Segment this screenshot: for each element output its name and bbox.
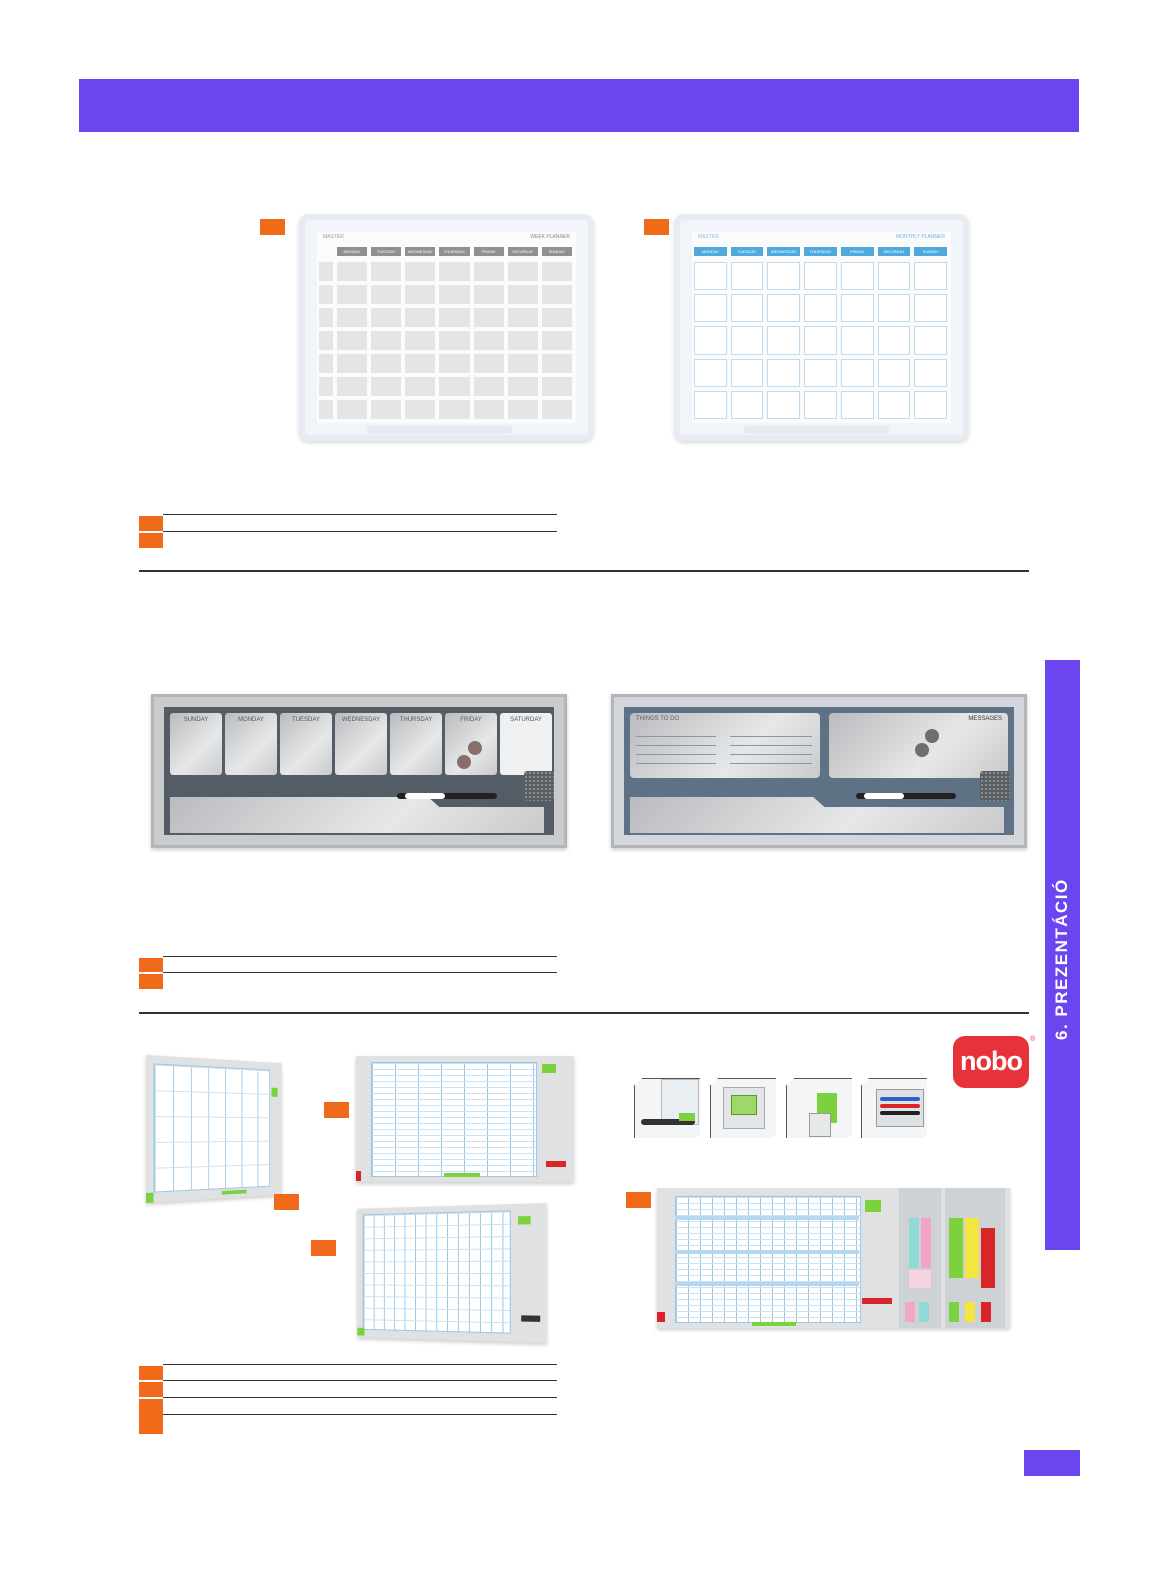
green-holder xyxy=(865,1200,881,1212)
magnetic-week-planner-image xyxy=(151,694,567,848)
nobo-monthly-planner-image xyxy=(146,1055,281,1203)
monthly-planner-header xyxy=(694,247,947,256)
planner-cell xyxy=(474,308,504,327)
magnet xyxy=(468,741,482,755)
planner-cell xyxy=(767,262,800,290)
planner-cell xyxy=(841,359,874,387)
accessory-thumb-1 xyxy=(634,1078,700,1138)
magnet xyxy=(925,729,939,743)
planner-cell xyxy=(508,377,538,396)
spec-marker xyxy=(139,1366,163,1380)
planner-cell xyxy=(731,326,764,354)
planner-cell xyxy=(731,359,764,387)
planner-day-header: SATURDAY xyxy=(508,247,538,256)
nobo-yearly-tcard-planner-image xyxy=(657,1188,1010,1328)
week-planner-stand xyxy=(367,426,512,434)
spec-line xyxy=(163,514,557,515)
magnetic-day-label: SATURDAY xyxy=(510,717,542,723)
monthly-planner-brand: MASTER xyxy=(698,234,719,240)
planner-cell xyxy=(474,262,504,281)
plan-band xyxy=(675,1282,859,1286)
spec-marker xyxy=(139,1382,163,1397)
plan-band xyxy=(675,1250,859,1254)
tcard-panel-left xyxy=(899,1188,941,1328)
planner-cell xyxy=(508,354,538,373)
plan-grid xyxy=(371,1062,537,1177)
planner-day-header: THURSDAY xyxy=(439,247,469,256)
message-bottom-strip xyxy=(630,797,1004,833)
planner-cell xyxy=(914,262,947,290)
planner-cell xyxy=(542,285,572,304)
planner-cell xyxy=(508,285,538,304)
planner-cell xyxy=(474,331,504,350)
magnetic-eraser xyxy=(524,771,554,801)
planner-cell xyxy=(878,326,911,354)
planner-cell xyxy=(804,359,837,387)
section-divider xyxy=(139,1012,1029,1014)
green-holder xyxy=(272,1088,278,1097)
magnetic-day-panel xyxy=(390,713,442,775)
planner-cell xyxy=(405,285,435,304)
planner-cell xyxy=(337,331,367,350)
week-planner-header xyxy=(337,247,572,256)
planner-cell xyxy=(914,326,947,354)
green-corner xyxy=(146,1193,154,1203)
red-markers xyxy=(546,1161,566,1167)
header-band xyxy=(79,79,1079,132)
planner-cell xyxy=(878,262,911,290)
planner-cell xyxy=(542,400,572,419)
tcard-panel-right xyxy=(945,1188,1005,1328)
spec-line xyxy=(163,1364,557,1365)
planner-cell xyxy=(508,262,538,281)
monthly-planner-title: MONTHLY PLANNER xyxy=(896,234,945,240)
magnetic-day-label: THURSDAY xyxy=(399,717,433,723)
planner-cell xyxy=(542,331,572,350)
planner-cell xyxy=(878,391,911,419)
product-marker-1 xyxy=(260,219,285,235)
planner-cell xyxy=(694,294,727,322)
product-marker-4 xyxy=(324,1102,349,1118)
planner-cell xyxy=(914,294,947,322)
spec-line xyxy=(163,972,557,973)
planner-day-header: FRIDAY xyxy=(841,247,874,256)
planner-day-header: SATURDAY xyxy=(878,247,911,256)
magnetic-eraser xyxy=(980,771,1010,801)
planner-cell xyxy=(337,308,367,327)
spec-marker xyxy=(139,1399,163,1434)
week-planner-image xyxy=(299,214,594,441)
planner-cell xyxy=(914,391,947,419)
marker-pen xyxy=(856,793,956,799)
planner-cell xyxy=(439,285,469,304)
planner-cell xyxy=(767,391,800,419)
planner-cell xyxy=(804,326,837,354)
magnetic-message-board-image xyxy=(611,694,1027,848)
magnetic-day-label: MONDAY xyxy=(238,717,264,723)
planner-day-header: WEDNESDAY xyxy=(405,247,435,256)
section-tab-label: 6. PREZENTÁCIÓ xyxy=(1051,878,1071,1040)
planner-cell xyxy=(371,377,401,396)
planner-cell xyxy=(694,326,727,354)
red-corner xyxy=(657,1312,665,1322)
page-number-box xyxy=(1024,1450,1080,1476)
spec-line xyxy=(163,956,557,957)
planner-cell xyxy=(371,400,401,419)
magnetic-day-panel xyxy=(170,713,222,775)
planner-cell xyxy=(405,331,435,350)
product-marker-3 xyxy=(274,1194,299,1210)
green-corner xyxy=(357,1328,364,1336)
product-marker-5 xyxy=(311,1240,336,1256)
planner-cell xyxy=(371,308,401,327)
planner-day-header: MONDAY xyxy=(694,247,727,256)
planner-cell xyxy=(508,308,538,327)
planner-cell xyxy=(405,354,435,373)
planner-cell xyxy=(439,308,469,327)
marker-set xyxy=(862,1298,892,1304)
things-lines-left xyxy=(636,728,716,772)
planner-cell xyxy=(405,377,435,396)
planner-day-header: THURSDAY xyxy=(804,247,837,256)
green-bar xyxy=(752,1322,796,1326)
planner-day-header: TUESDAY xyxy=(731,247,764,256)
product-marker-2 xyxy=(644,219,669,235)
planner-day-header: SUNDAY xyxy=(542,247,572,256)
planner-cell xyxy=(439,262,469,281)
planner-cell xyxy=(767,294,800,322)
planner-cell xyxy=(508,331,538,350)
spec-line xyxy=(163,531,557,532)
magnetic-day-label: WEDNESDAY xyxy=(341,717,381,723)
plan-grid xyxy=(154,1063,270,1192)
magnetic-day-label: TUESDAY xyxy=(292,717,320,723)
planner-day-header: WEDNESDAY xyxy=(767,247,800,256)
planner-cell xyxy=(508,400,538,419)
planner-cell xyxy=(439,354,469,373)
spec-line xyxy=(163,1397,557,1398)
monthly-planner-image xyxy=(674,214,969,441)
nobo-yearly-planner-image xyxy=(357,1203,546,1343)
magnetic-bottom-strip xyxy=(170,797,544,833)
green-bar xyxy=(444,1173,480,1177)
planner-cell xyxy=(337,377,367,396)
planner-cell xyxy=(474,377,504,396)
red-corner xyxy=(356,1171,361,1181)
magnetic-day-panel xyxy=(225,713,277,775)
planner-cell xyxy=(804,391,837,419)
section-tab xyxy=(1045,660,1080,1250)
planner-cell xyxy=(731,262,764,290)
plan-band xyxy=(675,1216,859,1220)
planner-cell xyxy=(439,400,469,419)
messages-panel xyxy=(829,713,1008,778)
monthly-planner-stand xyxy=(744,426,889,434)
magnetic-day-label: FRIDAY xyxy=(460,717,482,723)
planner-day-header: MONDAY xyxy=(337,247,367,256)
planner-cell xyxy=(841,262,874,290)
nobo-logo: nobo xyxy=(953,1036,1029,1088)
planner-cell xyxy=(337,285,367,304)
planner-cell xyxy=(405,262,435,281)
week-planner-brand: MASTER xyxy=(323,234,344,240)
marker-set xyxy=(521,1315,540,1322)
planner-cell xyxy=(694,359,727,387)
planner-cell xyxy=(337,354,367,373)
planner-cell xyxy=(371,285,401,304)
planner-cell xyxy=(804,262,837,290)
spec-marker xyxy=(139,974,163,989)
green-holder xyxy=(542,1064,556,1073)
things-lines-right xyxy=(730,728,812,772)
accessory-thumb-2 xyxy=(710,1078,776,1138)
planner-cell xyxy=(542,354,572,373)
magnetic-day-panel xyxy=(500,713,552,775)
planner-cell xyxy=(405,400,435,419)
product-marker-6 xyxy=(626,1192,651,1208)
spec-line xyxy=(163,1380,557,1381)
accessory-thumb-4 xyxy=(861,1078,927,1138)
planner-cell xyxy=(731,391,764,419)
planner-cell xyxy=(767,326,800,354)
magnet xyxy=(915,743,929,757)
planner-day-header: FRIDAY xyxy=(474,247,504,256)
things-to-do-panel xyxy=(630,713,820,778)
planner-day-header: TUESDAY xyxy=(371,247,401,256)
magnetic-day-panel xyxy=(335,713,387,775)
planner-cell xyxy=(542,377,572,396)
planner-cell xyxy=(371,262,401,281)
green-holder xyxy=(518,1216,531,1225)
planner-cell xyxy=(371,331,401,350)
planner-cell xyxy=(542,308,572,327)
planner-cell xyxy=(474,400,504,419)
planner-cell xyxy=(439,331,469,350)
marker-pen xyxy=(397,793,497,799)
planner-cell xyxy=(767,359,800,387)
monthly-planner-grid xyxy=(694,262,947,419)
nobo-weekly-planner-image xyxy=(356,1056,574,1182)
magnet xyxy=(457,755,471,769)
planner-day-header: SUNDAY xyxy=(914,247,947,256)
planner-cell xyxy=(878,294,911,322)
planner-cell xyxy=(841,391,874,419)
spec-marker xyxy=(139,516,163,531)
spec-marker xyxy=(139,958,163,972)
planner-cell xyxy=(337,400,367,419)
spec-line xyxy=(163,1414,557,1415)
planner-cell xyxy=(804,294,837,322)
section-divider xyxy=(139,570,1029,572)
week-planner-title: WEEK PLANNER xyxy=(530,234,570,240)
planner-cell xyxy=(542,262,572,281)
magnetic-day-panel xyxy=(280,713,332,775)
planner-cell xyxy=(841,326,874,354)
planner-cell xyxy=(474,285,504,304)
planner-cell xyxy=(878,359,911,387)
week-planner-grid xyxy=(337,262,572,419)
planner-cell xyxy=(841,294,874,322)
week-planner-row-labels xyxy=(319,262,333,419)
spec-marker xyxy=(139,533,163,548)
planner-cell xyxy=(914,359,947,387)
planner-cell xyxy=(694,262,727,290)
planner-cell xyxy=(439,377,469,396)
planner-cell xyxy=(405,308,435,327)
messages-label: MESSAGES xyxy=(968,716,1002,722)
planner-cell xyxy=(474,354,504,373)
planner-cell xyxy=(371,354,401,373)
magnetic-day-label: SUNDAY xyxy=(183,717,209,723)
planner-cell xyxy=(337,262,367,281)
planner-cell xyxy=(731,294,764,322)
green-bar xyxy=(222,1190,247,1195)
things-to-do-label: THINGS TO DO xyxy=(636,716,680,722)
planner-cell xyxy=(694,391,727,419)
accessory-thumb-3 xyxy=(786,1078,852,1138)
nobo-registered-mark: ® xyxy=(1030,1036,1036,1043)
plan-grid xyxy=(363,1210,511,1333)
